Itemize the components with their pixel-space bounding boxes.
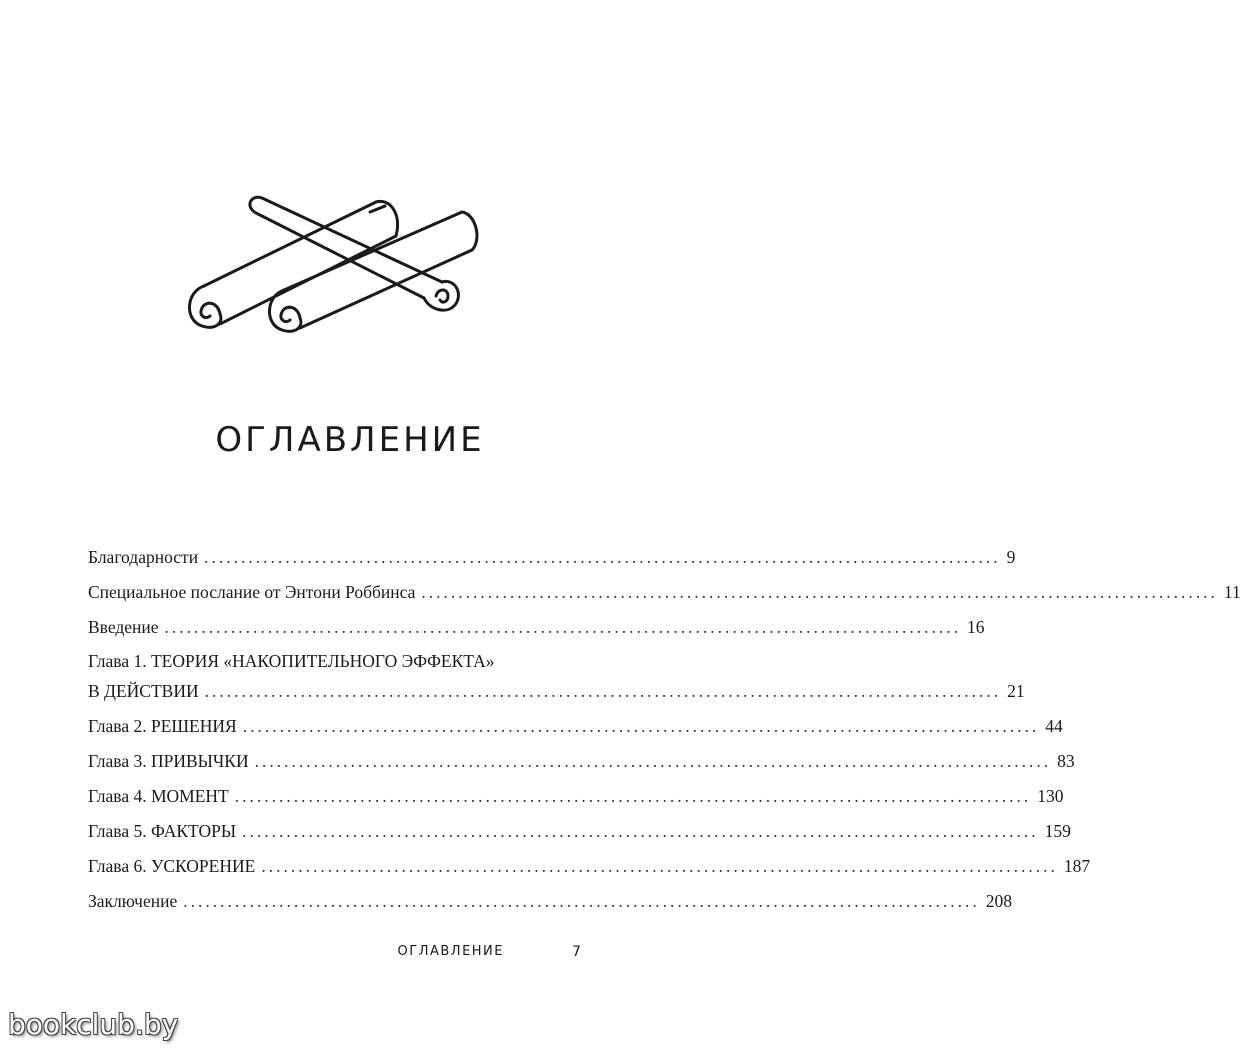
toc-entry-label: Глава 6. УСКОРЕНИЕ bbox=[88, 856, 256, 876]
table-of-contents bbox=[88, 540, 1241, 919]
toc-leader-dots: ............................................................................................................ bbox=[421, 582, 1218, 602]
toc-entry[interactable] bbox=[88, 744, 1075, 779]
page-footer bbox=[0, 944, 700, 968]
toc-leader-dots: ............................................................................................................ bbox=[183, 891, 980, 911]
toc-entry[interactable] bbox=[88, 884, 1012, 919]
toc-leader-dots: ............................................................................................................ bbox=[242, 716, 1040, 736]
page-number: 7 bbox=[572, 944, 581, 960]
toc-entry-label: Введение bbox=[88, 617, 159, 637]
toc-entry[interactable] bbox=[88, 575, 1241, 610]
watermark: bookclub.by bbox=[8, 1008, 179, 1041]
toc-leader-dots: ............................................................................................................ bbox=[254, 751, 1052, 771]
running-head: ОГЛАВЛЕНИЕ bbox=[397, 944, 504, 959]
toc-leader-dots: ............................................................................................................ bbox=[204, 681, 1002, 701]
toc-entry-label: Благодарности bbox=[88, 547, 199, 567]
toc-entry[interactable] bbox=[88, 779, 1064, 814]
toc-entry-page: 9 bbox=[1006, 547, 1016, 567]
toc-entry[interactable] bbox=[88, 849, 1091, 884]
toc-entry-page: 21 bbox=[1007, 681, 1025, 701]
toc-leader-dots: ............................................................................................................ bbox=[204, 547, 1001, 567]
toc-entry-label: Глава 2. РЕШЕНИЯ bbox=[88, 716, 237, 736]
cinnamon-sticks-icon bbox=[180, 178, 480, 348]
toc-entry[interactable] bbox=[88, 610, 985, 645]
toc-entry-page: 16 bbox=[967, 617, 985, 637]
toc-entry-label: Глава 3. ПРИВЫЧКИ bbox=[88, 751, 249, 771]
toc-entry-page: 208 bbox=[985, 891, 1012, 911]
toc-entry[interactable] bbox=[88, 645, 1025, 709]
toc-leader-dots: ............................................................................................................ bbox=[261, 856, 1058, 876]
toc-entry-label-continued: В ДЕЙСТВИИ bbox=[88, 681, 199, 701]
toc-entry-page: 44 bbox=[1045, 716, 1063, 736]
toc-entry-label: Глава 5. ФАКТОРЫ bbox=[88, 821, 237, 841]
toc-entry-page: 130 bbox=[1037, 786, 1064, 806]
toc-entry-label: Глава 1. ТЕОРИЯ «НАКОПИТЕЛЬНОГО ЭФФЕКТА» bbox=[88, 651, 495, 671]
toc-leader-dots: ............................................................................................................ bbox=[164, 617, 962, 637]
toc-leader-dots: ............................................................................................................ bbox=[234, 786, 1032, 806]
toc-entry-page: 11 bbox=[1223, 582, 1241, 602]
toc-entry-page: 187 bbox=[1063, 856, 1091, 876]
toc-entry-label: Заключение bbox=[88, 891, 178, 911]
page-title: ОГЛАВЛЕНИЕ bbox=[215, 420, 485, 460]
toc-entry-label: Специальное послание от Энтони Роббинса bbox=[88, 582, 416, 602]
toc-entry-page: 83 bbox=[1057, 751, 1075, 771]
toc-entry[interactable] bbox=[88, 540, 1016, 575]
toc-entry[interactable] bbox=[88, 814, 1071, 849]
toc-leader-dots: ............................................................................................................ bbox=[242, 821, 1039, 841]
toc-entry-page: 159 bbox=[1044, 821, 1071, 841]
toc-entry-label: Глава 4. МОМЕНТ bbox=[88, 786, 229, 806]
toc-entry[interactable] bbox=[88, 709, 1063, 744]
